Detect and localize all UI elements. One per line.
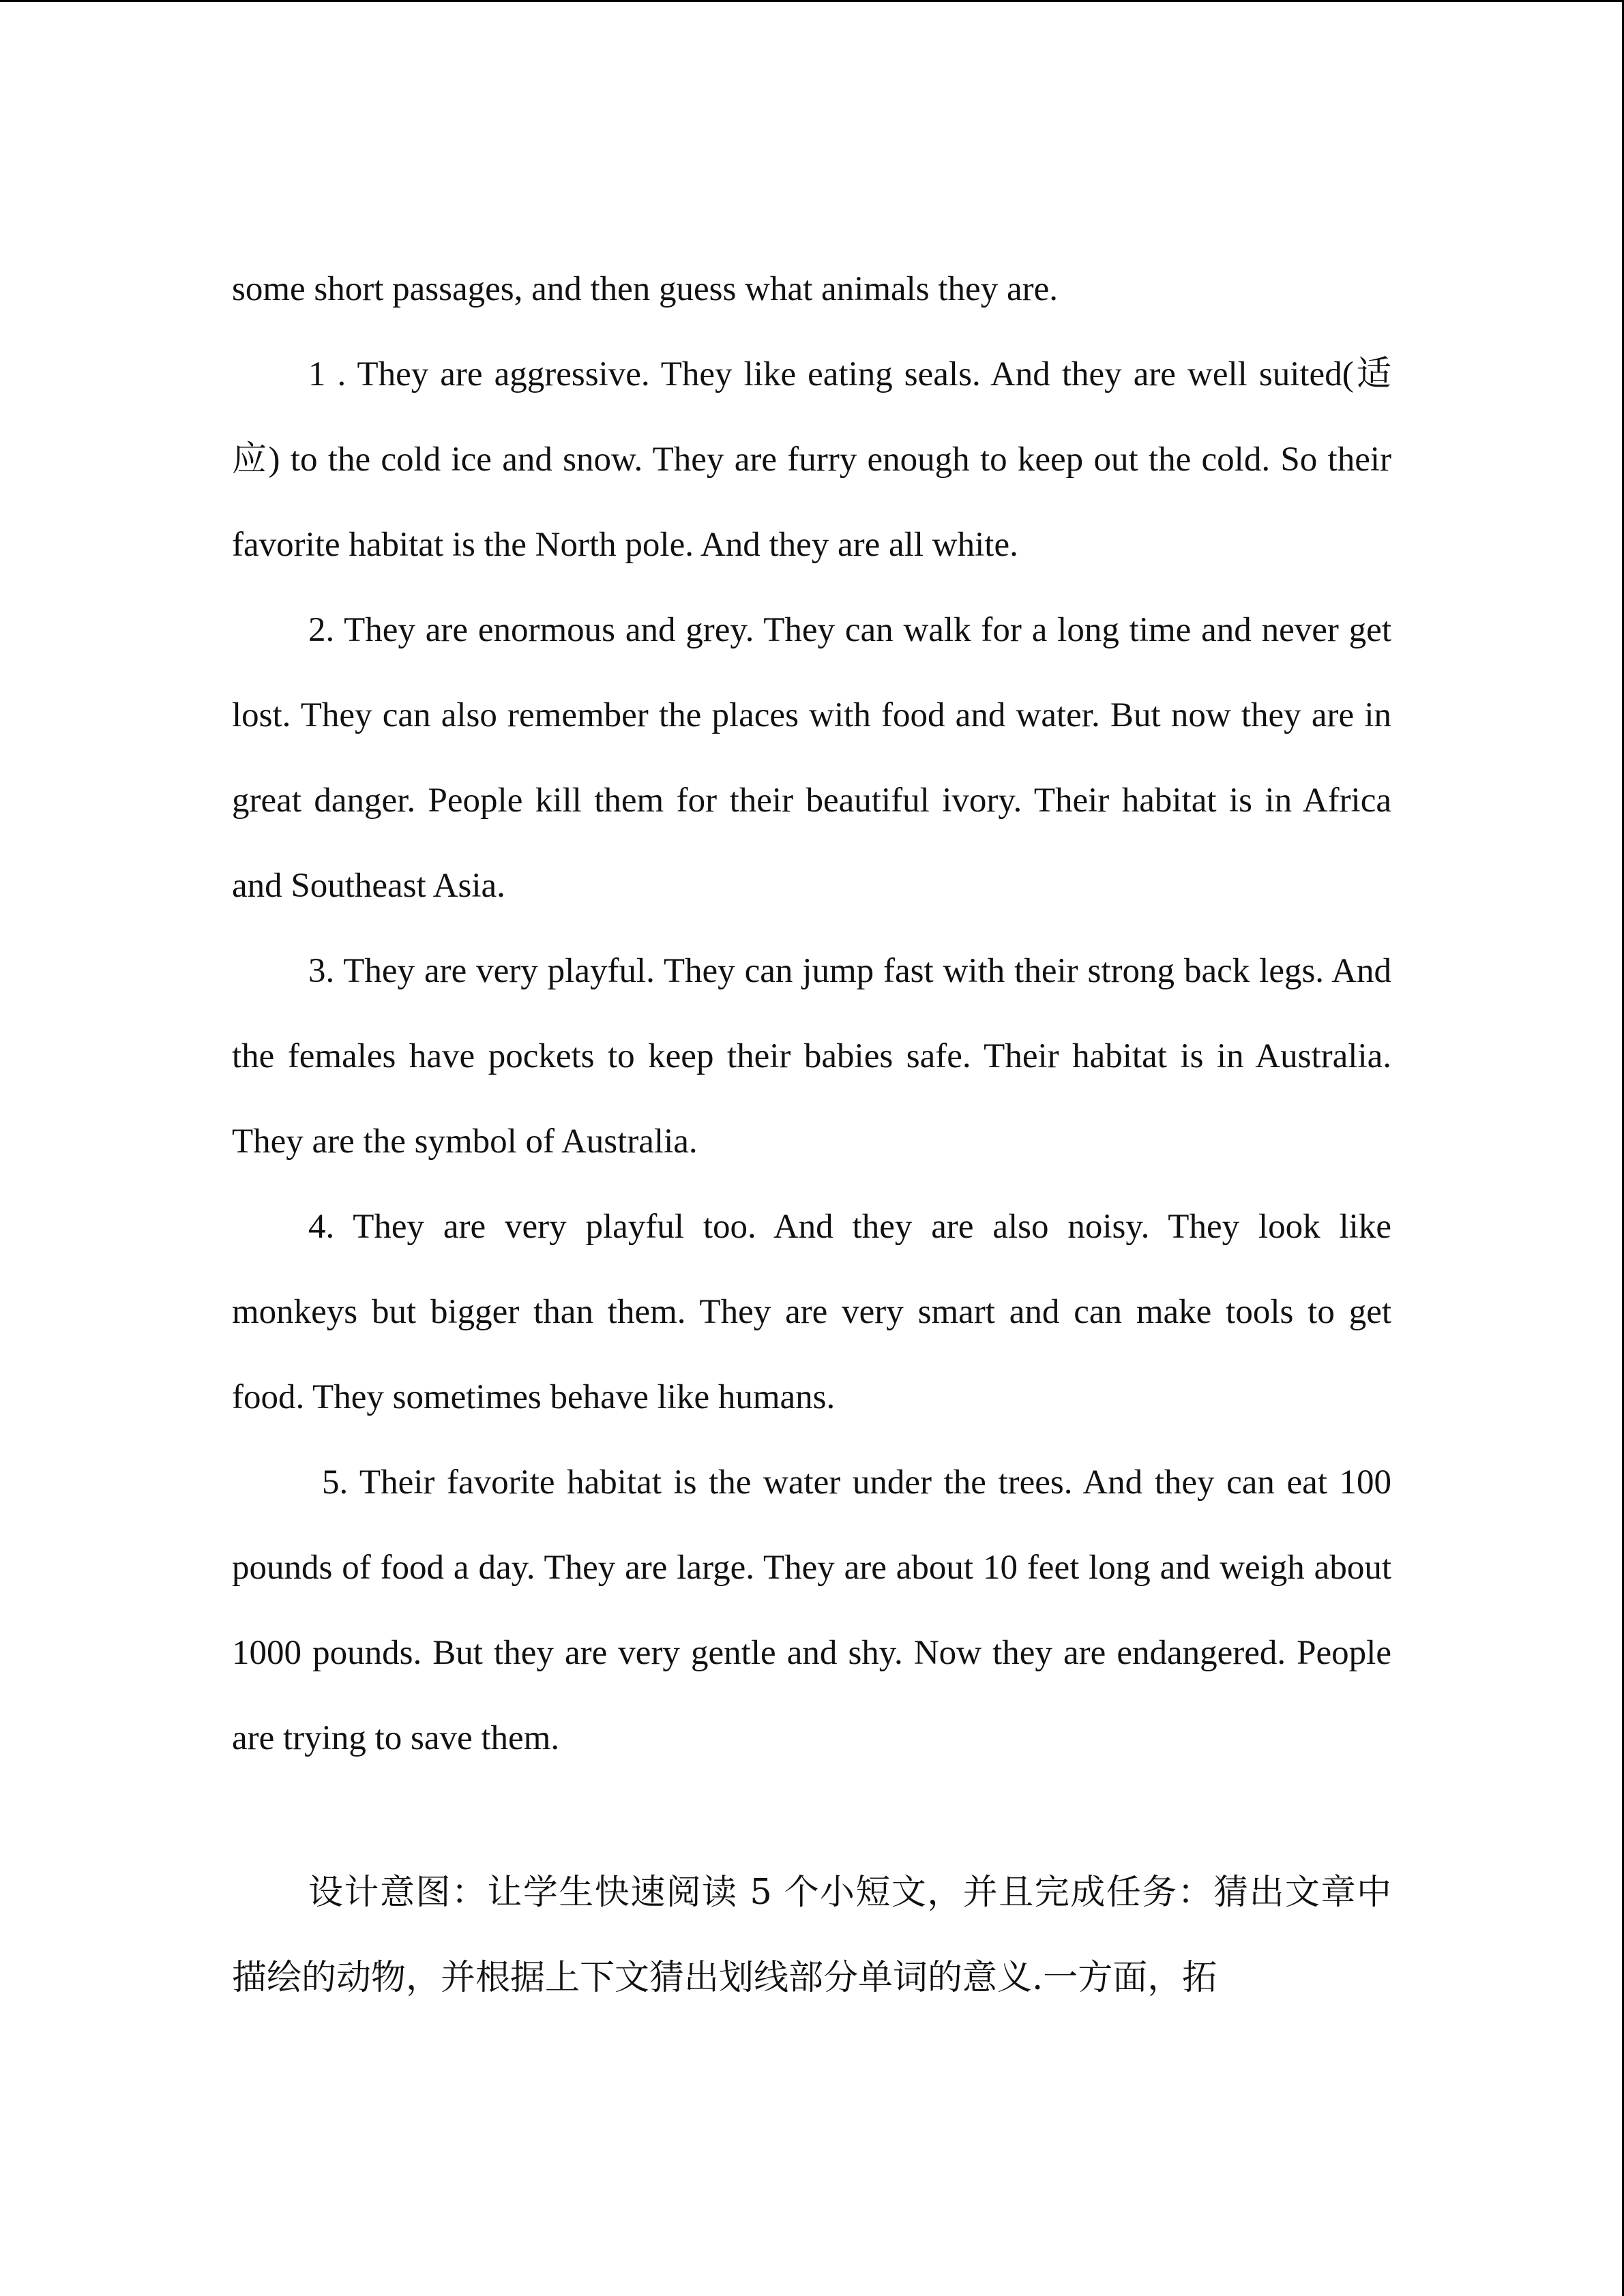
design-intent: 设计意图：让学生快速阅读 5 个小短文，并且完成任务：猜出文章中描绘的动物，并根据上下文猜出划线部分单词的意义.一方面，拓: [232, 1873, 1391, 1998]
passage-2: 2. They are enormous and grey. They can walk for a long time and never get lost. They can also remember the places with food and water. But now they are in great danger. People kill them for their beautiful ivory. Their habitat is in Africa and Southeast Asia.: [232, 611, 1391, 905]
intro-continuation: some short passages, and then guess what animals they are.: [232, 270, 1058, 308]
reading-passages: [232, 247, 1391, 1781]
passage-4: 4. They are very playful too. And they are also noisy. They look like monkeys but bigger than them. They are very smart and can make tools to get food. They sometimes behave like humans.: [232, 1208, 1391, 1416]
top-border: [0, 0, 1624, 2]
passage-3: 3. They are very playful. They can jump fast with their strong back legs. And the females have pockets to keep their babies safe. Their habitat is in Australia. They are the symbol of Australia.: [232, 952, 1391, 1161]
passage-5: 5. Their favorite habitat is the water under the trees. And they can eat 100 pounds of food a day. They are large. They are about 10 feet long and weigh about 1000 pounds. But they are very gentle and shy. Now they are endangered. People are trying to save them.: [232, 1463, 1391, 1757]
passage-1: 1 . They are aggressive. They like eating seals. And they are well suited(适应) to the cold ice and snow. They are furry enough to keep out the cold. So their favorite habitat is the North pole. And they are all white.: [232, 355, 1391, 564]
